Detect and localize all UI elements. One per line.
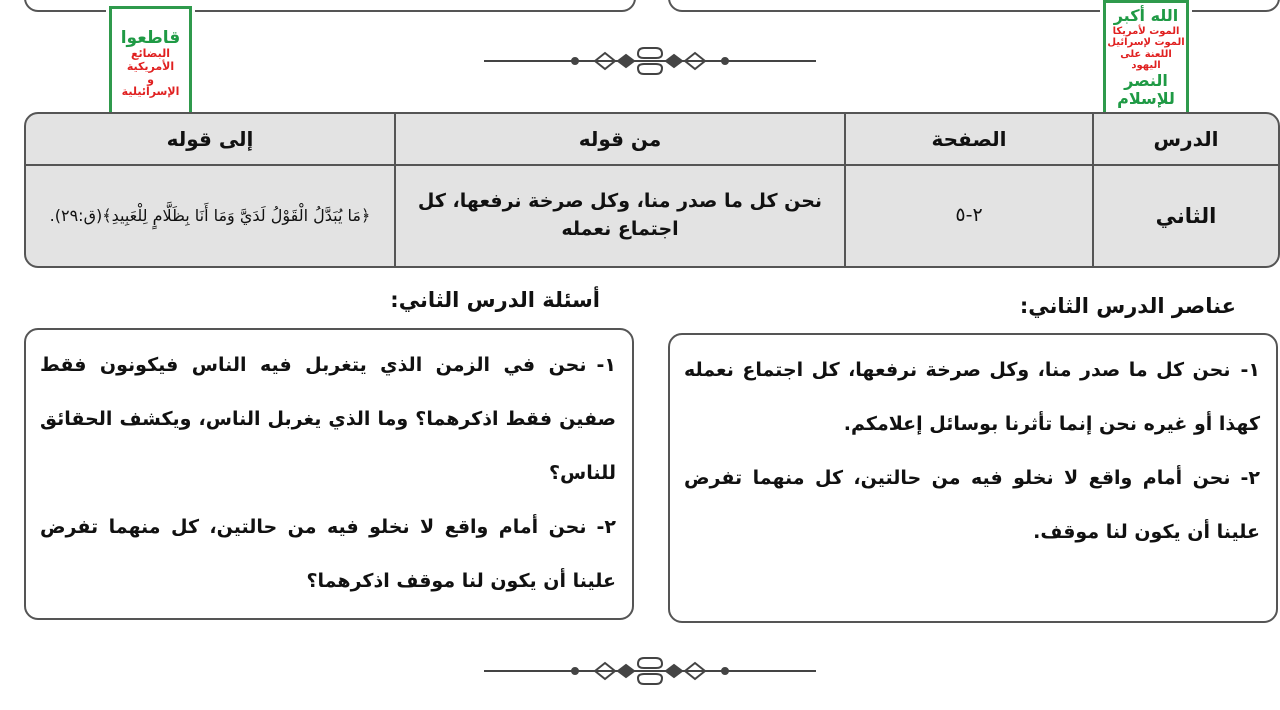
- badge-line: الإسرائيلية: [121, 85, 180, 99]
- ornamental-divider-icon: [480, 656, 820, 686]
- badge-line: الموت لأمريكا: [1112, 25, 1180, 37]
- item-text: نحن أمام واقع لا نخلو فيه من حالتين، كل منهما تفرض علينا أن يكون لنا موقف.: [684, 467, 1260, 543]
- header-to: إلى قوله: [26, 114, 396, 166]
- cell-page: ٢-٥: [846, 166, 1094, 266]
- cell-to: ﴿مَا يُبَدَّلُ الْقَوْلُ لَدَيَّ وَمَا أَنَا بِظَلَّامٍ لِلْعَبِيدِ﴾(ق:٢٩).: [26, 166, 396, 266]
- badge-line: الله أكبر: [1113, 6, 1179, 26]
- lesson-info-table: [24, 112, 1280, 268]
- elements-panel: [668, 333, 1278, 623]
- ornamental-divider-icon: [480, 46, 820, 76]
- elements-section-title: عناصر الدرس الثاني:: [1019, 294, 1236, 318]
- badge-line: اللعنة على اليهود: [1120, 48, 1172, 72]
- list-item: [684, 343, 1260, 451]
- item-text: نحن في الزمن الذي يتغربل فيه الناس فيكونون فقط صفين فقط اذكرهما؟ وما الذي يغربل الناس، ويكشف الحقائق للناس؟: [40, 354, 616, 484]
- item-text: نحن أمام واقع لا نخلو فيه من حالتين، كل منهما تفرض علينا أن يكون لنا موقف اذكرهما؟: [40, 516, 616, 592]
- list-item: [40, 338, 616, 500]
- boycott-slogan-badge: [109, 6, 192, 122]
- item-number: ١-: [596, 354, 616, 376]
- item-text: نحن كل ما صدر منا، وكل صرخة نرفعها، كل اجتماع نعمله كهذا أو غيره نحن إنما تأثرنا بوسائل إعلامكم.: [684, 359, 1260, 435]
- header-page: الصفحة: [846, 114, 1094, 166]
- questions-panel: [24, 328, 634, 620]
- list-item: [684, 451, 1260, 559]
- header-from: من قوله: [396, 114, 846, 166]
- item-number: ٢-: [596, 516, 616, 538]
- badge-line: قاطعوا: [120, 27, 181, 48]
- item-number: ٢-: [1240, 467, 1260, 489]
- list-item: [40, 500, 616, 608]
- item-number: ١-: [1240, 359, 1260, 381]
- badge-line: الموت لإسرائيل: [1107, 37, 1185, 49]
- sarkha-slogan-badge: [1103, 0, 1189, 116]
- questions-section-title: أسئلة الدرس الثاني:: [390, 288, 600, 312]
- cell-lesson: الثاني: [1155, 203, 1217, 228]
- badge-line: و: [147, 72, 154, 86]
- badge-line: النصر للإسلام: [1117, 70, 1175, 109]
- badge-line: البضائع الأمريكية: [126, 47, 175, 74]
- cell-from: نحن كل ما صدر منا، وكل صرخة نرفعها، كل اجتماع نعمله: [396, 166, 846, 266]
- header-lesson: الدرس: [1094, 114, 1278, 166]
